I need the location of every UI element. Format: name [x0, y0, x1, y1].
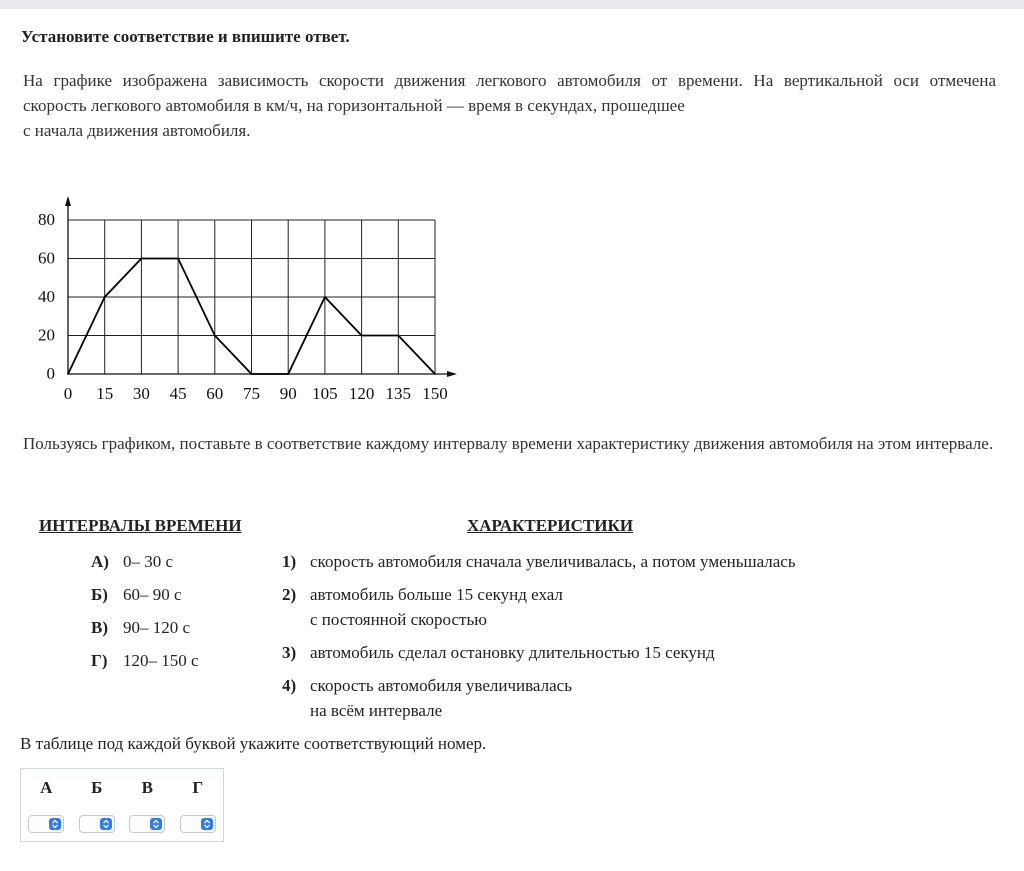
x-tick-label: 45 — [169, 384, 187, 403]
answer-select-v[interactable] — [129, 815, 165, 833]
x-tick-label: 60 — [206, 384, 224, 403]
y-tick-label: 20 — [38, 325, 55, 345]
answer-cell — [122, 815, 173, 833]
interval-text: 120– 150 с — [123, 651, 199, 670]
characteristic-number: 1) — [282, 552, 297, 571]
y-tick-label: 80 — [38, 210, 55, 229]
task-instruction: Установите соответствие и впишите ответ. — [21, 27, 350, 46]
characteristic-line: на всём интервале — [310, 701, 443, 720]
interval-letter: А) — [91, 552, 109, 571]
characteristic-item — [282, 582, 982, 632]
data-point — [104, 296, 106, 298]
characteristic-text: автомобиль сделал остановку длительностью 15 секунд — [310, 643, 715, 662]
interval-item — [91, 648, 199, 681]
characteristic-number: 3) — [282, 643, 297, 662]
data-point — [434, 373, 436, 375]
answer-header-row — [21, 769, 223, 807]
y-tick-label: 60 — [38, 248, 55, 268]
x-axis-arrow-icon — [447, 371, 457, 377]
interval-text: 60– 90 с — [123, 585, 182, 604]
answer-cell — [21, 815, 72, 833]
x-tick-label: 75 — [243, 384, 260, 403]
answer-select-a[interactable] — [28, 815, 64, 833]
interval-item — [91, 582, 199, 615]
y-tick-label: 0 — [46, 364, 55, 383]
x-tick-label: 150 — [422, 384, 448, 403]
interval-text: 90– 120 с — [123, 618, 191, 637]
data-point — [251, 373, 253, 375]
characteristic-item — [282, 673, 982, 723]
answer-column-letter: В — [141, 778, 153, 797]
chevron-updown-icon — [100, 818, 112, 830]
task-description — [23, 68, 996, 143]
x-tick-label: 30 — [132, 384, 150, 403]
data-point — [397, 335, 399, 337]
x-tick-label: 120 — [348, 384, 375, 403]
answer-select-row — [21, 807, 223, 841]
description-line: На графике изображена зависимость скорости движения легкового автомобиля от времени. На вертикальной оси отмечена — [23, 71, 996, 90]
characteristic-item — [282, 549, 982, 574]
characteristic-line: автомобиль больше 15 секунд ехал — [310, 585, 563, 604]
answer-table — [20, 768, 224, 842]
answer-select-b[interactable] — [79, 815, 115, 833]
answer-column-letter: Г — [192, 778, 204, 797]
answer-column-letter: Б — [91, 778, 103, 797]
data-point — [324, 296, 326, 298]
characteristic-item — [282, 640, 982, 665]
y-tick-label: 40 — [38, 287, 55, 306]
interval-item — [91, 549, 199, 582]
interval-letter: В) — [91, 618, 108, 637]
chevron-updown-icon — [150, 818, 162, 830]
answer-cell — [173, 815, 224, 833]
chevron-updown-icon — [201, 818, 213, 830]
characteristic-line: скорость автомобиля увеличивалась — [310, 676, 572, 695]
x-tick-label: 15 — [96, 384, 114, 403]
data-point — [287, 373, 289, 375]
intervals-header: ИНТЕРВАЛЫ ВРЕМЕНИ — [39, 516, 242, 535]
answer-select-g[interactable] — [180, 815, 216, 833]
characteristic-text — [310, 673, 982, 723]
answer-prompt: В таблице под каждой буквой укажите соответствующий номер. — [20, 734, 487, 753]
data-point — [361, 335, 363, 337]
characteristics-header: ХАРАКТЕРИСТИКИ — [467, 516, 634, 535]
interval-item — [91, 615, 199, 648]
x-tick-label: 105 — [312, 384, 338, 403]
y-axis-arrow-icon — [65, 196, 71, 206]
data-point — [214, 335, 216, 337]
characteristic-text — [310, 582, 982, 632]
description-line: с начала движения автомобиля. — [23, 121, 251, 140]
x-tick-label: 135 — [385, 384, 412, 403]
description-line: скорость легкового автомобиля в км/ч, на горизонтальной — время в секундах, прошедшее — [23, 96, 685, 115]
x-tick-label: 0 — [63, 384, 73, 403]
intervals-list — [91, 549, 199, 681]
task-question: Пользуясь графиком, поставьте в соответствие каждому интервалу времени характеристику движения автомобиля на этом интервале. — [23, 434, 994, 453]
characteristics-list — [282, 549, 982, 731]
data-point — [177, 258, 179, 260]
chevron-updown-icon — [49, 818, 61, 830]
characteristic-line: с постоянной скоростью — [310, 610, 487, 629]
data-point — [67, 373, 69, 375]
characteristic-number: 4) — [282, 676, 297, 695]
characteristic-number: 2) — [282, 585, 297, 604]
x-tick-label: 90 — [279, 384, 297, 403]
answer-cell — [72, 815, 123, 833]
interval-text: 0– 30 с — [123, 552, 174, 571]
interval-letter: Г) — [91, 651, 108, 670]
data-point — [141, 258, 143, 260]
interval-letter: Б) — [91, 585, 108, 604]
speed-time-chart — [0, 185, 470, 410]
characteristic-text: скорость автомобиля сначала увеличивалась, а потом уменьшалась — [310, 552, 796, 571]
answer-column-letter: А — [40, 778, 53, 797]
top-bar — [0, 0, 1024, 9]
chart-grid — [68, 220, 435, 374]
